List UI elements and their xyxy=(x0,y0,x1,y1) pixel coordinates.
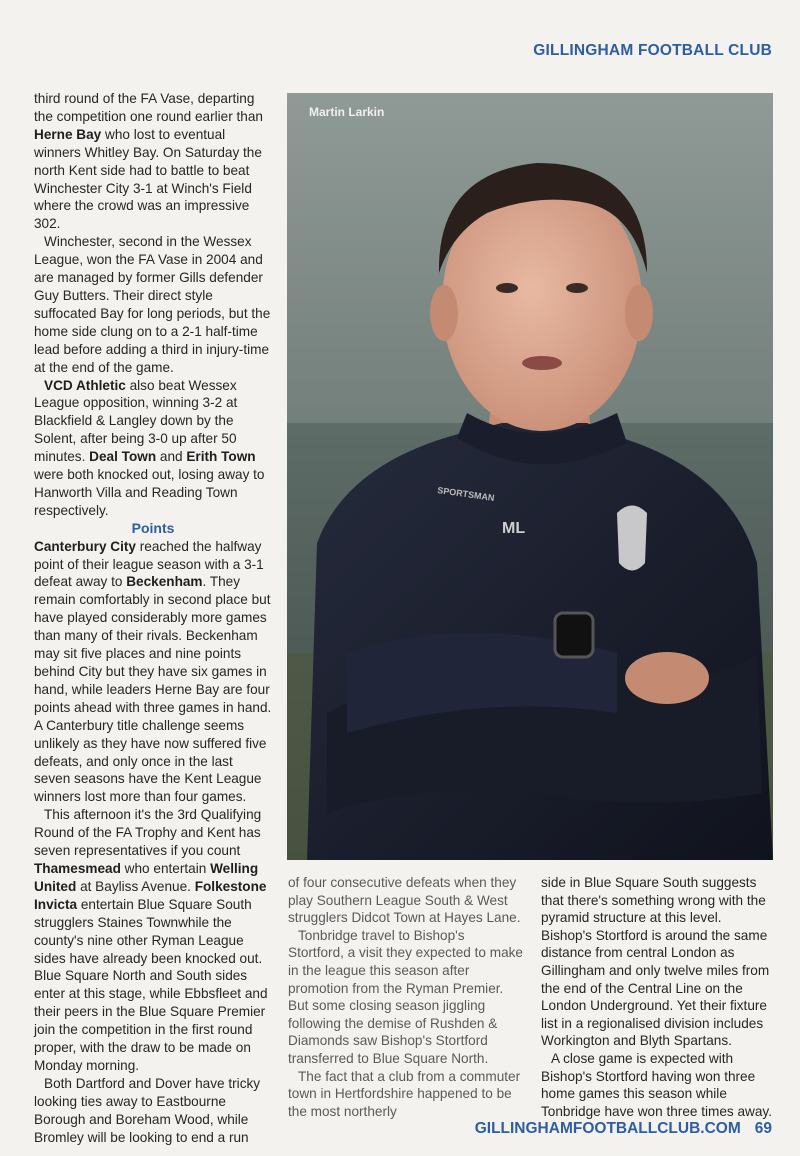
paragraph-canterbury: Canterbury City reached the halfway point of their league season with a 3-1 defeat away to Beckenham. They remain comfortably in second place but have played considerably more games than many of their rivals. Beckenham may sit five places and nine points behind City but they have six games in hand, while leaders Herne Bay are four points ahead with three games in hand. A Canterbury title challenge seems unlikely as they have now suffered five defeats, and only once in the last seven seasons have the Kent League winners lost more than four games. xyxy=(34,538,272,805)
paragraph-defeats: of four consecutive defeats when they play Southern League South & West strugglers Didcot Town at Hayes Lane. xyxy=(288,875,521,926)
running-header: GILLINGHAM FOOTBALL CLUB xyxy=(533,42,772,59)
section-subheading: Points xyxy=(131,519,175,536)
left-column xyxy=(34,90,272,1146)
manager-photo xyxy=(287,93,773,860)
photo-credit: Martin Larkin xyxy=(309,105,385,119)
paragraph-vcd-athletic: VCD Athletic also beat Wessex League opposition, winning 3-2 at Blackfield & Langley down by the Solent, after being 3-0 up after 50 minutes. Deal Town and Erith Town were both knocked out, losing away to Hanworth Villa and Reading Town respectively. xyxy=(34,377,265,518)
paragraph-winchester: Winchester, second in the Wessex League, won the FA Vase in 2004 and are managed by former Gills defender Guy Butters. Their direct style suffocated Bay for long periods, but the home side clung on to a 2-1 half-time lead before adding a third in injury-time at the end of the game. xyxy=(34,234,271,375)
paragraph-dartford-dover: Both Dartford and Dover have tricky looking ties away to Eastbourne Borough and Boreham Wood, while Bromley will be looking to end a run xyxy=(34,1075,261,1145)
paragraph-close-game: A close game is expected with Bishop's Stortford having won three home games this season while Tonbridge have won three times away. xyxy=(541,1050,772,1119)
jacket-initials: ML xyxy=(502,520,526,537)
right-column xyxy=(541,874,775,1120)
page-number: 69 xyxy=(754,1120,772,1137)
middle-column xyxy=(288,874,524,1120)
page-footer xyxy=(475,1120,772,1138)
paragraph-fa-trophy: This afternoon it's the 3rd Qualifying Round of the FA Trophy and Kent has seven representatives if you count Thamesmead who entertain Welling United at Bayliss Avenue. Folkestone Invicta entertain Blue Square South strugglers Staines Townwhile the county's nine other Ryman League sides have already been knocked out. Blue Square North and South sides enter at this stage, while Ebbsfleet and their peers in the Blue Square Premier join the competition in the first round proper, with the draw to be made on Monday morning. xyxy=(34,807,268,1073)
paragraph-commuter-town: The fact that a club from a commuter town in Hertfordshire happened to be the most northerly xyxy=(288,1068,521,1119)
footer-website: GILLINGHAMFOOTBALLCLUB.COM xyxy=(474,1120,741,1137)
paragraph-tonbridge: Tonbridge travel to Bishop's Stortford, a visit they expected to make in the league this season after promotion from the Ryman Premier. But some closing season jiggling following the demise of Rushden & Diamonds saw Bishop's Stortford transferred to Blue Square North. xyxy=(288,927,523,1066)
manager-photo-illustration xyxy=(287,93,773,860)
paragraph-herne-bay: third round of the FA Vase, departing the competition one round earlier than Herne Bay who lost to eventual winners Whitley Bay. On Saturday the north Kent side had to battle to beat Winchester City 3-1 at Winch's Field where the crowd was an impressive 302. xyxy=(34,91,263,232)
paragraph-pyramid: side in Blue Square South suggests that there's something wrong with the pyramid structure at this level. Bishop's Stortford is around the same distance from central London as Gillingham and only twelve miles from the end of the Central Line on the London Underground. Yet their fixture list in a regionalised division includes Workington and Blyth Spartans. xyxy=(541,875,770,1049)
jacket-brand: SPORTSMAN xyxy=(436,485,496,503)
